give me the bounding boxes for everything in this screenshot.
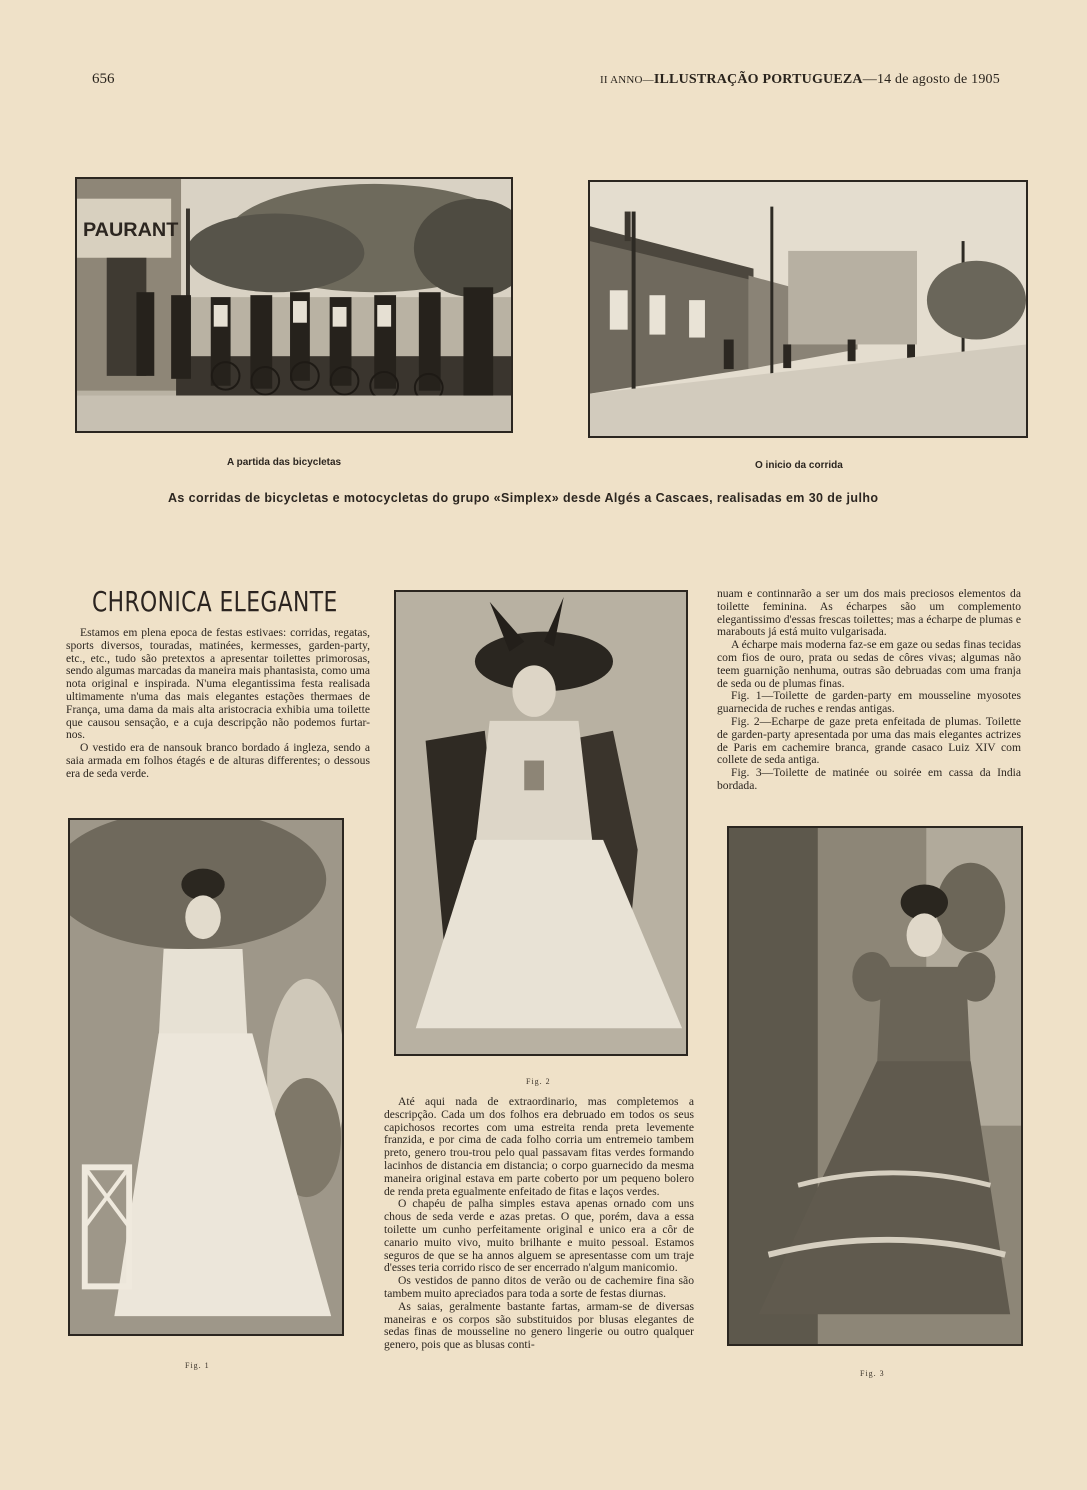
- fig1-image: [70, 820, 342, 1334]
- page-number: 656: [92, 71, 115, 87]
- shop-sign-text: PAURANT: [82, 219, 179, 242]
- running-title-prefix: II ANNO—: [600, 74, 654, 86]
- paragraph: Até aqui nada de extraordinario, mas completemos a descripção. Cada um dos folhos era debruado em todos os seus capichosos recortes com uma estreita renda preta levemente franzida, e por cima de cada folho corria um entremeio tambem preto, genero trou-trou pelo qual passavam fitas verdes formando lacinhos de distancia em distancia; o corpo guarnecido da mesma maneira original estava em parte coberto por um pequeno bolero de renda preta egualmente enfeitado de fitas e laços verdes.: [384, 1095, 694, 1198]
- photo-race-start: [588, 180, 1028, 438]
- fig1-description: Fig. 1—Toilette de garden-party em mousseline myosotes guarnecida de ruches e rendas antigas.: [717, 689, 1021, 716]
- article-title: CHRONICA ELEGANTE: [92, 585, 338, 618]
- paragraph: O chapéu de palha simples estava apenas ornado com uns chous de seda verde e azas pretas. O que, porém, dava a essa toilette um cunho perfeitamente original e unico era a côr de canario muito vivo, muito brilhante e muito pessoal. Estamos seguros de que se ha annos alguem se apresentasse com um traje d'esses teria corrido risco de ser encerrado n'algum manicomio.: [384, 1197, 694, 1275]
- fig3-photo: [727, 826, 1023, 1346]
- paragraph: O vestido era de nansouk branco bordado á ingleza, sendo a saia armada em folhos étagés e de alturas differentes; o dessous era de seda verde.: [66, 741, 370, 780]
- paragraph: A écharpe mais moderna faz-se em gaze ou sedas finas tecidas com fios de ouro, prata ou sedas de côres vivas; algumas não teem guarnição nenhuma, outras são debruadas com uma franja de seda ou de plumas finas.: [717, 638, 1021, 690]
- paragraph: Estamos em plena epoca de festas estivaes: corridas, regatas, sports diversos, touradas, matinées, kermesses, garden-party, etc., etc., tudo são pretextos a apresentar toilettes primorosas, sendo algumas marcadas da maneira mais phantasista, como uma nota original e inspirada. N'uma elegantissima festa realisada ultimamente n'uma das mais elegantes estações thermaes de França, uma dama da mais alta aristocracia exhibia uma toilette que causou sensação, e a cuja descripção não podemos furtar-nos.: [66, 626, 370, 742]
- photo-race-start-image: [590, 182, 1026, 436]
- paragraph: As saias, geralmente bastante fartas, armam-se de diversas maneiras e os corpos são substituidos por blusas elegantes de sedas finas de mousseline no genero lingerie ou outro qualquer genero, pois que as blusas conti-: [384, 1299, 694, 1352]
- fig2-image: [396, 592, 686, 1054]
- fig1-photo: [68, 818, 344, 1336]
- running-title: [600, 72, 1000, 88]
- running-title-date: —14 de agosto de 1905: [862, 72, 1000, 87]
- fig2-description: Fig. 2—Echarpe de gaze preta enfeitada de plumas. Toilette de garden-party apresentada por uma das mais elegantes actrizes de Paris em cachemire branca, grande casaco Luiz XIV com collete de seda antiga.: [717, 714, 1021, 767]
- fig3-label: Fig. 3: [860, 1369, 885, 1378]
- fig3-description: Fig. 3—Toilette de matinée ou soirée em cassa da India bordada.: [717, 766, 1021, 792]
- article-column-2-text: [384, 1096, 694, 1352]
- photo-bicycle-start: [75, 177, 513, 433]
- fig3-image: [729, 828, 1021, 1344]
- photo-main-caption: As corridas de bicycletas e motocycletas do grupo «Simplex» desde Algés a Cascaes, realisadas em 30 de julho: [168, 491, 879, 505]
- caption-bicycle-start: A partida das bicycletas: [227, 457, 342, 468]
- paragraph-continued: nuam e continnarão a ser um dos mais preciosos elementos da toilette feminina. As écharpes são um complemento elegantissimo d'essas frescas toilettes; mas a écharpe de plumas e marabouts já está muito vulgarisada.: [717, 587, 1021, 639]
- fig2-photo: [394, 590, 688, 1056]
- fig2-label: Fig. 2: [526, 1077, 551, 1086]
- article-column-1-text: [66, 627, 370, 781]
- article-column-3-text: [717, 588, 1021, 793]
- photo-bicycle-start-image: [77, 179, 511, 431]
- caption-race-start: O inicio da corrida: [755, 460, 843, 471]
- fig1-label: Fig. 1: [185, 1361, 210, 1370]
- paragraph: Os vestidos de panno ditos de verão ou de cachemire fina são tambem muito apreciados para toda a sorte de festas diurnas.: [384, 1274, 694, 1300]
- running-title-main: ILLUSTRAÇÃO PORTUGUEZA: [653, 72, 863, 87]
